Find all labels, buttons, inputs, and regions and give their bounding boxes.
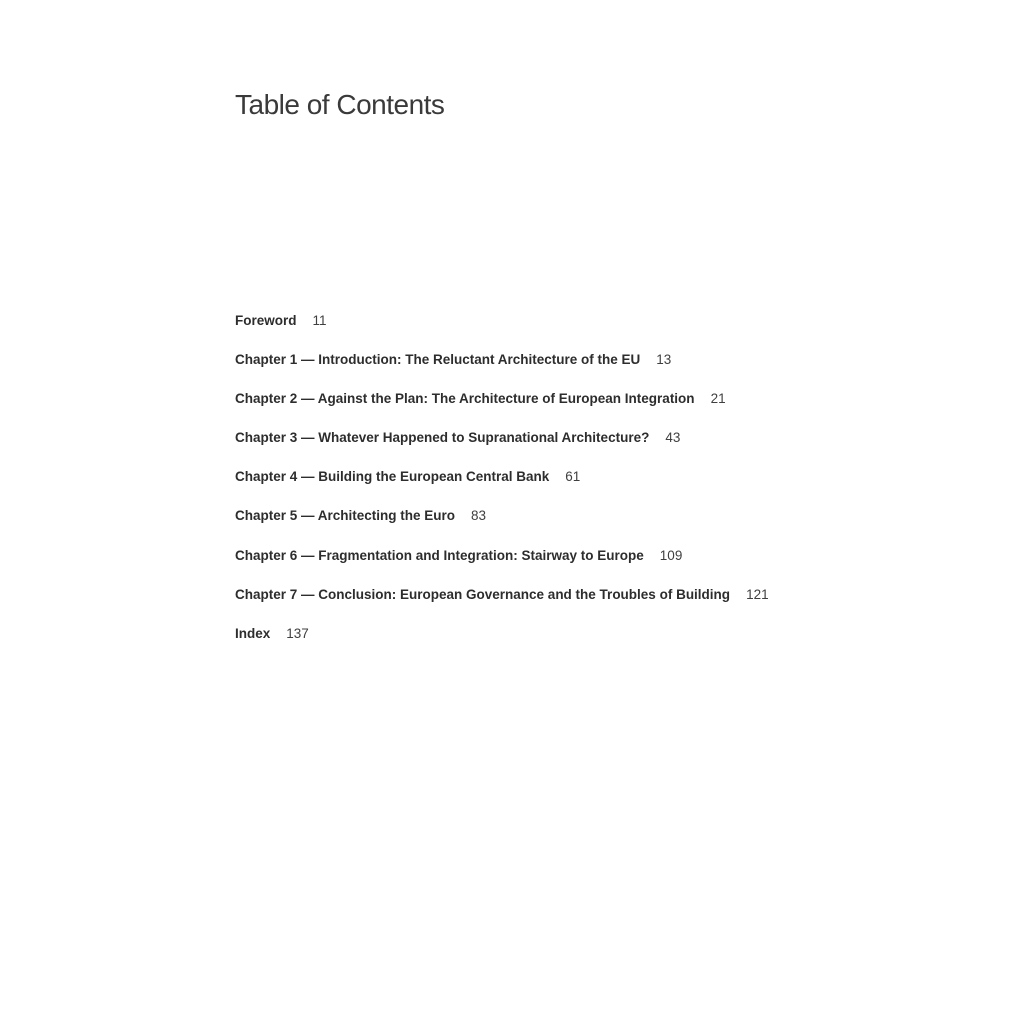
toc-entry-label: Chapter 3 — Whatever Happened to Supranational Architecture? — [235, 430, 650, 446]
toc-entry-page: 13 — [656, 352, 672, 368]
toc-entry-label: Chapter 7 — Conclusion: European Governance and the Troubles of Building — [235, 586, 731, 602]
toc-entry — [235, 626, 855, 665]
toc-entry-page: 21 — [710, 391, 726, 407]
toc-entry-page: 137 — [286, 625, 309, 641]
toc-entry — [235, 508, 855, 547]
toc-entry-label: Chapter 5 — Architecting the Euro — [235, 508, 456, 524]
page-title: Table of Contents — [235, 89, 445, 120]
toc-entry-page: 83 — [471, 508, 487, 524]
toc-entry-label: Chapter 1 — Introduction: The Reluctant Architecture of the EU — [235, 352, 641, 368]
toc-entry-page: 121 — [746, 586, 769, 602]
toc-entry-page: 61 — [565, 469, 581, 485]
toc-entry-label: Index — [235, 625, 271, 641]
toc-entry — [235, 352, 855, 391]
toc-entry — [235, 430, 855, 469]
toc-entry — [235, 548, 855, 587]
toc-entry — [235, 587, 855, 626]
toc-entry-label: Chapter 4 — Building the European Central Bank — [235, 469, 550, 485]
toc-entry — [235, 313, 855, 352]
toc-entry-label: Chapter 2 — Against the Plan: The Architecture of European Integration — [235, 391, 695, 407]
toc-entry-page: 43 — [665, 430, 681, 446]
toc-entry-page: 11 — [312, 313, 327, 328]
toc-entry-label: Chapter 6 — Fragmentation and Integration: Stairway to Europe — [235, 547, 644, 563]
toc-entry-page: 109 — [659, 547, 683, 563]
toc-list — [235, 313, 855, 665]
toc-entry — [235, 469, 855, 508]
toc-entry-label: Foreword — [235, 313, 297, 328]
toc-entry — [235, 391, 855, 430]
